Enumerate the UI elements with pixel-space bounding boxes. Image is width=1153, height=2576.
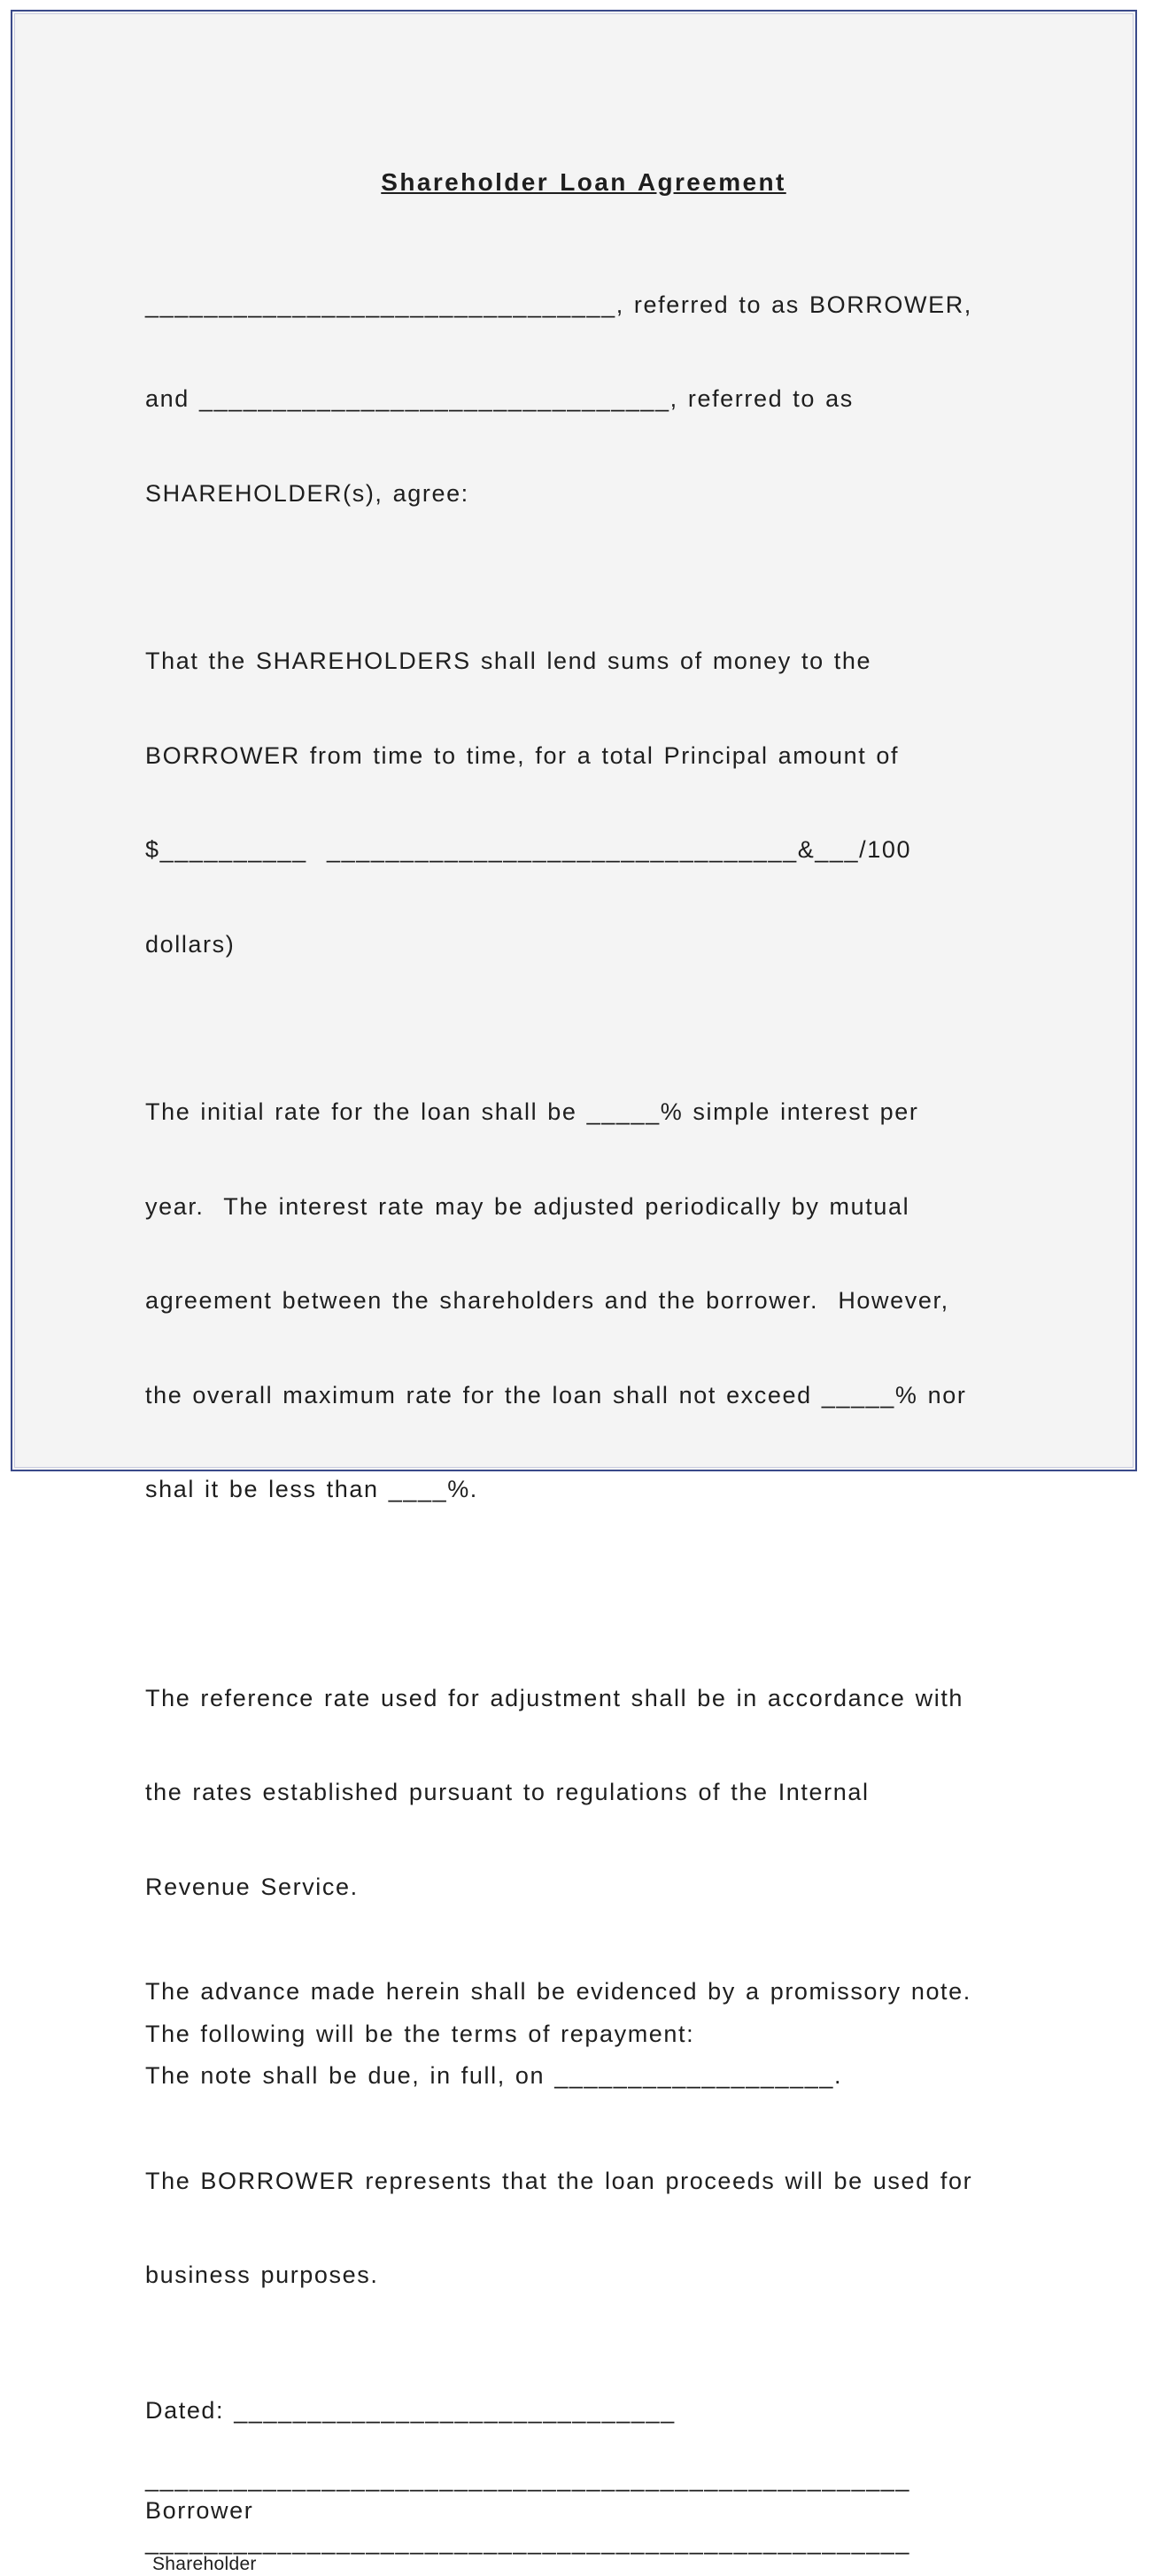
principal-paragraph xyxy=(145,583,1031,1023)
principal-line: That the SHAREHOLDERS shall lend sums of money to the xyxy=(145,648,872,674)
principal-line: $__________ ________________________________&___/100 xyxy=(145,836,912,863)
parties-line: SHAREHOLDER(s), agree: xyxy=(145,479,469,507)
terms-paragraph: The following will be the terms of repayment: xyxy=(145,2020,695,2047)
reference-rate-line: The reference rate used for adjustment shall be in accordance with xyxy=(145,1684,964,1711)
purpose-line: business purposes. xyxy=(145,2262,379,2288)
parties-paragraph xyxy=(145,227,1031,573)
document-title: Shareholder Loan Agreement xyxy=(381,168,786,196)
shareholder-label: Shareholder xyxy=(152,2553,257,2574)
reference-rate-line: the rates established pursuant to regulations of the Internal xyxy=(145,1779,870,1805)
document-body xyxy=(145,167,1031,2576)
parties-line: and ________________________________, referred to as xyxy=(145,385,854,412)
interest-line: shal it be less than ____%. xyxy=(145,1476,478,1502)
interest-line: the overall maximum rate for the loan shall not exceed _____% nor xyxy=(145,1381,967,1408)
document-page xyxy=(11,10,1137,2574)
interest-paragraph xyxy=(145,1034,1031,1569)
interest-line: agreement between the shareholders and the borrower. However, xyxy=(145,1287,949,1314)
reference-rate-line: Revenue Service. xyxy=(145,1873,359,1900)
borrower-signature-line: ____________________________________________________ xyxy=(145,2465,911,2492)
due-date-paragraph: The note shall be due, in full, on ___________________. xyxy=(145,2062,843,2089)
promissory-paragraph: The advance made herein shall be evidenced by a promissory note. xyxy=(145,1978,971,2005)
reference-rate-paragraph xyxy=(145,1620,1031,1967)
interest-line: The initial rate for the loan shall be _____% simple interest per xyxy=(145,1098,919,1125)
parties-line: ________________________________, referred to as BORROWER, xyxy=(145,291,972,318)
shareholder-signature-line: ____________________________________________________ xyxy=(145,2528,911,2555)
purpose-paragraph xyxy=(145,2103,1031,2355)
principal-line: dollars) xyxy=(145,930,236,958)
principal-line: BORROWER from time to time, for a total Principal amount of xyxy=(145,741,900,769)
dated-line: Dated: ______________________________ xyxy=(145,2396,676,2424)
purpose-line: The BORROWER represents that the loan proceeds will be used for xyxy=(145,2167,973,2194)
interest-line: year. The interest rate may be adjusted periodically by mutual xyxy=(145,1192,910,1220)
borrower-label: Borrower xyxy=(145,2496,254,2524)
